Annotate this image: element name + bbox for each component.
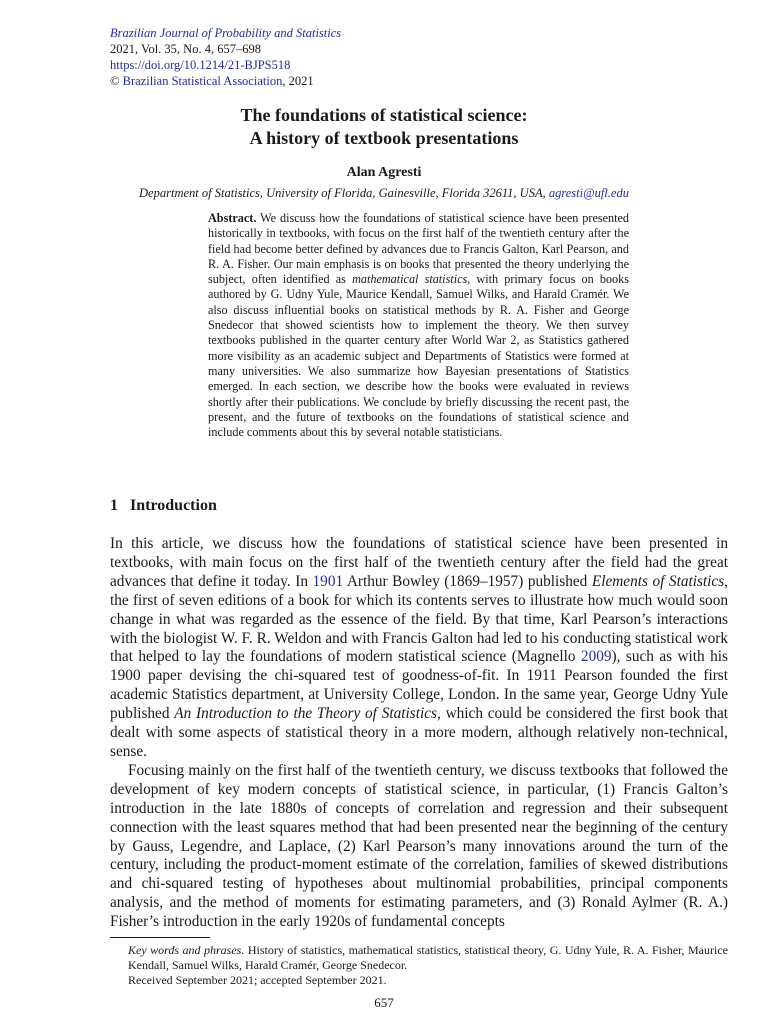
- copyright-org-link[interactable]: Brazilian Statistical Association: [122, 74, 283, 88]
- abstract: [208, 211, 629, 440]
- author-email-link[interactable]: agresti@ufl.edu: [548, 186, 629, 200]
- copyright-line: [110, 73, 341, 89]
- footnote: [110, 943, 728, 988]
- received-dates: Received September 2021; accepted September 2021.: [128, 973, 387, 987]
- doi-link[interactable]: https://doi.org/10.1214/21-BJPS518: [110, 58, 291, 72]
- volume-line: 2021, Vol. 35, No. 4, 657–698: [110, 42, 261, 56]
- paragraph-2: Focusing mainly on the first half of the twentieth century, we discuss textbooks that followed the development of key modern concepts of statistical science, in particular, (1) Francis Galton’s introduction in the late 1880s of concepts of correlation and regression and their subsequent connection with the least squares method that had been presented near the beginning of the century by Gauss, Legendre, and Laplace, (2) Karl Pearson’s many innovations around the turn of the century, including the product-moment estimate of the correlation, families of skewed distributions and chi-squared testing of hypotheses about multinomial probabilities, principal components analysis, and the method of moments for estimating parameters, and (3) Ronald Aylmer (R. A.) Fisher’s introduction in the early 1920s of fundamental concepts: [110, 761, 728, 931]
- body-text: [110, 535, 728, 932]
- section-title: Introduction: [130, 497, 217, 514]
- paragraph-1: [110, 535, 728, 762]
- abstract-label: Abstract.: [208, 211, 257, 225]
- journal-header: [110, 25, 341, 89]
- copyright-symbol: ©: [110, 74, 120, 88]
- citation-link-2009[interactable]: 2009: [580, 648, 612, 666]
- keywords: [110, 943, 728, 973]
- p1-text-c: , the first of seven editions of a book for which its contents serves to illustrate how much would soon change in what was regarded as the essence of the field. By that time, Karl Pearson’s interactions with the biologist W. F. R. Weldon and with Francis Galton had led to his conducting statistical work that helped to lay the foundations of modern statistical science (Magnello: [110, 572, 728, 666]
- abstract-text-2: , with primary focus on books authored by G. Udny Yule, Maurice Kendall, Samuel Wilks, and Harald Cramér. We also discuss influential books on statistical methods by R. A. Fisher and George Snedecor that showed scientists how to implement the theory. We then survey textbooks published in the quarter century after World War 2, as Statistics gathered more visibility as an academic subject and Departments of Statistics were formed at many universities. We also summarize how Bayesian presentations of Statistics emerged. In each section, we describe how the books were evaluated in reviews shortly after their publications. We conclude by briefly discussing the recent past, the present, and the future of textbooks on the foundations of statistical science and include comments about this by several notable statisticians.: [208, 272, 629, 440]
- affiliation-text: Department of Statistics, University of Florida, Gainesville, Florida 32611, USA,: [139, 186, 546, 200]
- p1-text-b: Arthur Bowley (1869–1957) published: [343, 572, 592, 590]
- p1-text-a: In this article, we discuss how the foundations of statistical science have been presented in textbooks, with main focus on the first half of the twentieth century after the field had the great advances that define it today. In: [110, 535, 728, 590]
- book-title-elements: Elements of Statistics: [591, 572, 725, 590]
- copyright-year: , 2021: [282, 74, 314, 88]
- footnote-divider: [110, 937, 210, 938]
- journal-name[interactable]: Brazilian Journal of Probability and Statistics: [110, 26, 342, 40]
- section-number: 1: [110, 497, 118, 514]
- book-title-introduction: An Introduction to the Theory of Statistics: [174, 705, 437, 723]
- author-affiliation: [0, 186, 768, 201]
- citation-link-1901[interactable]: 1901: [312, 572, 344, 590]
- title-line-2: A history of textbook presentations: [249, 128, 519, 148]
- author-name: Alan Agresti: [346, 165, 422, 180]
- abstract-emphasis: mathematical statistics: [352, 272, 468, 287]
- abstract-text-1: We discuss how the foundations of statistical science have been presented historically in textbooks, with focus on the first half of the twentieth century after the field had become better defined by advances due to Francis Galton, Karl Pearson, and R. A. Fisher. Our main emphasis is on books that presented the theory underlying the subject, often identified as: [208, 211, 629, 287]
- section-heading: [110, 497, 229, 515]
- p1-text-e: , which could be considered the first book that dealt with some aspects of statistical theory in a more modern, although relatively non-technical, sense.: [110, 705, 729, 760]
- p1-text-d: ), such as with his 1900 paper devising the chi-squared test of goodness-of-fit. In 1911 Pearson founded the first academic Statistics department, at University College, London. In the same year, George Udny Yule published: [110, 648, 728, 723]
- title-line-1: The foundations of statistical science:: [240, 105, 528, 125]
- paper-title: [0, 104, 768, 150]
- page-number: 657: [374, 995, 394, 1010]
- keywords-text: History of statistics, mathematical statistics, statistical theory, G. Udny Yule, R. A. Fisher, Maurice Kendall, Samuel Wilks, Harald Cramér, George Snedecor.: [128, 943, 728, 972]
- keywords-label: Key words and phrases.: [128, 943, 245, 957]
